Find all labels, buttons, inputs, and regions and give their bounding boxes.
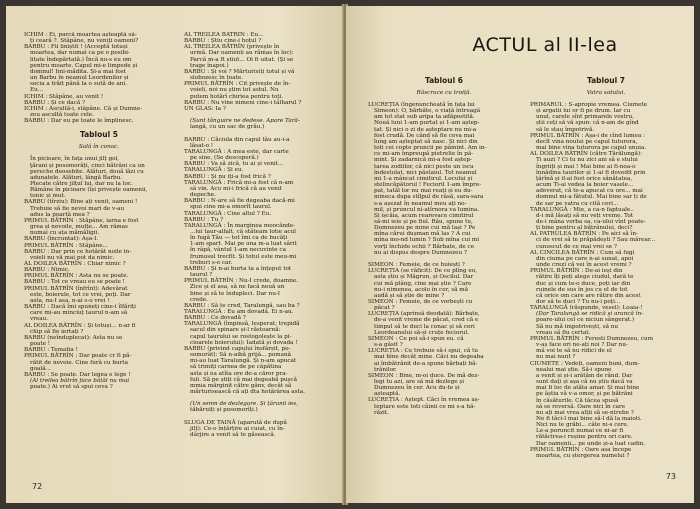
text-line: nealui mai știe. Să-i spune (536, 366, 612, 373)
text-line: domnul! Imi-mădita. Și-a mai fost (30, 68, 126, 75)
right-col1-text (368, 102, 520, 416)
text-line: v-aș face ori ne-ați noi ? Dar nu- (536, 342, 628, 349)
text-line: unul, carele sînt primarele vostru, (536, 114, 634, 121)
text-line: TARALUNGĂ : A mea este, dar carte (184, 148, 289, 155)
text-line: tăbăruiți și posomorîți.) (190, 407, 258, 414)
text-line: BARBU : Tematia ! (24, 347, 78, 354)
text-line: PRIMUL BĂTRÎN : Așa-i de cînd lumea : (530, 132, 645, 139)
text-line: (Un semn de dezlegare. Și țăranii ies, (190, 401, 298, 408)
text-line: ICHIM : Ascultă-i, stăpâne. Că și Dumne- (24, 105, 143, 112)
text-line: BARBU : N-are să fie degeaba dacă-mi (184, 198, 295, 205)
text-line: moartea, cu ștergerea numelui ? (536, 452, 630, 459)
text-line: BARBU (privind capului însfârșit, po- (184, 345, 291, 352)
text-line: Dumnezeu în cer. Acu du-te și (374, 385, 460, 392)
text-line: că orice om care are rătire din acest (536, 292, 641, 299)
text-line: SIMEON : Ce poi să-i spun eu. că (368, 335, 464, 342)
text-line: 1-am spart. Mai pe una m-a luat sârit (190, 241, 297, 248)
text-line: îngriiți și mai ! Mai bine ai fi-noa-o (536, 163, 636, 170)
text-line: BARBU : Tot ce vreau eu se poate ! (24, 279, 125, 286)
text-line: TARALUNGĂ : Mie, a ca-n faptuale.. (530, 206, 634, 213)
right-col2-text (530, 102, 682, 459)
text-line: depeche. (190, 192, 216, 199)
text-line: PRIMUL BĂTRÎN : De-ai ieși din (530, 268, 623, 275)
text-line: să-mi ieie și pe fiul. Rău, spune tu, (374, 218, 473, 225)
text-line: Simeon): O, bărbăte, o viață întreagă (374, 108, 481, 115)
text-line: poare-ului cel ce niciun sângerat.) (536, 317, 635, 324)
text-line: d-i mă lăsați să nu veți vreme. Tot (536, 212, 633, 219)
text-line: ce mi-am împreupă pietrelie în pă- (374, 151, 474, 158)
text-line: goală... (30, 365, 51, 372)
text-line: în fugă Tău — tot îmi ca de bucăți (190, 235, 288, 242)
text-line: nu-i nimenea, acolo în cer, să mă (374, 286, 468, 293)
text-line: PRIMUL BĂTRÎN : Asta nu se poate. (24, 273, 129, 280)
text-line: țărînă și il-ai fost orice sănătatea, (536, 175, 633, 182)
text-line: BARBU : Nu vine nimeni cine-i tâlharul ? (184, 99, 302, 106)
text-line: cioarele boierului): Iadată și dovada ! (190, 339, 298, 346)
text-line: mai fi loc de atâta amar. Și mai bine (536, 385, 640, 392)
text-line: PRIMUL BĂTRÎN : Cit privește de în- (184, 81, 291, 88)
text-line: care mi-au minciuț taurul n-am să (30, 310, 128, 317)
text-line: înnădina taurilor și 1-ai fi dovedit prin (536, 169, 646, 176)
text-line: moartea, dar numai ca pe o posibi- (30, 50, 130, 57)
text-line: LUCREȚIA : Aștept. Căci în vremea aș- (368, 397, 480, 404)
text-line: rătăcirea-i rușine pentru ori care. (536, 434, 633, 441)
text-line: duc și cum te-o duce, poți iar din (536, 280, 631, 287)
text-line: PRIMUL BĂTRÎN (înfrînt): Adevărat (24, 285, 128, 292)
text-line: BARBU : Și ce dacă ? (24, 99, 86, 106)
text-line: Ne fi tăci-l mai bine să-l dă la maioti. (536, 415, 642, 422)
text-line: TARALUNGĂ : Și eu. (184, 167, 244, 174)
text-line: LUCREȚIA (aprinsă deodată): Bărbate, (368, 311, 480, 318)
text-line: decît vina noului pe capul tuturora, (536, 138, 638, 145)
page-number-right: 73 (665, 472, 676, 481)
text-line: BARBU : Va să zică, tu ai și venit... (184, 161, 284, 168)
text-line: TARALUNGĂ : Eu am dovadă. Ei n-au. (184, 309, 294, 315)
text-line: PRIMUL BĂTRÎN : Stăpâne, iarna e fost (24, 217, 139, 224)
text-line: Și ișcăia, acum rearevace cimitirul (374, 212, 474, 219)
text-line: capul taurului se rostogolește la pi- (190, 333, 292, 340)
text-line: adus la poartă mea ? (30, 211, 90, 218)
text-line: mărturisească că ați dta hotărârea asta. (190, 389, 305, 396)
text-line: să le stau împotrivă. (536, 126, 595, 133)
text-line: AL PATRULEA BĂTRÎN : Pe aici să în- (530, 231, 638, 238)
text-line: BARBU (încruntat): Așa-I. (24, 236, 99, 243)
text-line: s-a așezat în neamul meu ați no- (374, 200, 467, 207)
text-line: unde crezi că vei în acest vremi ? (536, 262, 632, 269)
text-line: Dumnezeu pe mine cui mă lași ? Pe (374, 225, 476, 232)
text-line: Trebuie să fie nevoi mari de v-au (30, 205, 125, 212)
tabloul-7-heading: Tabloul 7 (586, 76, 626, 85)
left-column-2 (184, 32, 334, 503)
text-line: adunatele. Alături, lângă Barbu. (30, 174, 123, 181)
text-line: fuli. Să pe știți că mai degeabă pușcă (190, 376, 297, 383)
text-line: am tot stat sub aripa ta adăpostită. (374, 114, 475, 121)
text-line: este, boierule, tot ce vrei, poți. Dar (30, 291, 131, 298)
text-line: treburi s-o car. (190, 259, 233, 266)
text-line: fost crudă. De când să fie ceva mai (374, 132, 475, 139)
text-line: UN GLAS: Ia ? (184, 105, 226, 112)
text-line: trage înapoi.) (190, 62, 229, 69)
text-line: tonic și mut. (30, 193, 66, 200)
text-line: AL TREILEA BĂTRÎN (privește în (184, 44, 280, 51)
text-line: BARBU : Se poate. Dar legea e lege ! (24, 371, 131, 378)
text-line: tat. Și nici o zi de așteptare nu mi-a (374, 126, 477, 133)
text-line: ci de vrei să te prăpădești ? Sau mărear... (536, 237, 656, 244)
text-line: lung am așteptat să nasc. Și nici din (374, 138, 478, 145)
text-line: AL DOILEA BĂTRÎN : Chiar nimic ? (24, 261, 126, 267)
left-col1-bottom-text (24, 156, 174, 390)
text-line: mai bine vina tuturora pe capul unuia. (536, 145, 647, 152)
tabloul-6-setting: Răscruce cu troiță. (416, 90, 472, 96)
left-col1-top-text (24, 32, 174, 124)
text-line: AL DOILEA BĂTRÎN : Și totuși... n-ar fi (24, 322, 136, 329)
text-line: TARALUNGĂ : Cine altul ? Eu. (184, 210, 272, 217)
text-line: să vin. Acu mi-i frică că au venit (190, 185, 282, 192)
text-line: mmia mărginit către gânv, decât să (190, 382, 292, 389)
text-line: BARBU : Dacă îmi spuneți cine-i îlfăriți (24, 304, 136, 311)
text-line: vreau. (30, 316, 49, 323)
text-line: poate ! (30, 341, 51, 348)
text-line: Nici nu te grăbi... câte ni-s cere. (536, 422, 629, 429)
text-line: asta știu și Măgrun, și Oscilul. Dar (374, 274, 474, 281)
text-line: să se reversă. Oare nici în care (536, 403, 626, 410)
text-line: sacul din spinare și-l răstoarnă: (190, 327, 281, 334)
text-line: TARALUNGĂ (răspunde, vesel): Loaia-! (530, 305, 643, 312)
text-line: adeverat, că te-a apucat cu ore... mai (536, 188, 643, 195)
text-line: AL DOILEA BĂTRÎN (către Tărălungă): (530, 151, 642, 158)
text-line: PRIMUL BĂTRÎN : Stăpâne... (24, 242, 108, 249)
text-line: BARBU : Nimic. (24, 267, 70, 274)
text-line: slobozesc în toate. (190, 75, 243, 82)
text-line: SIMEON : Femeie, de ce huiești ? (368, 262, 465, 269)
text-line: BARBU : Dar prin ce hotărât noile in- (24, 248, 132, 255)
text-line: toti cei copte pruncii pe pămint. Am in- (374, 145, 487, 152)
text-line: nu ai dispus despre Dumnezeu ? (374, 249, 467, 256)
text-line: teptare este toti câinii ce mi s-a hă- (374, 403, 476, 410)
text-line: BARBU : Dar eu pe toate le împlinesc. (24, 118, 134, 125)
text-line: bine și să te îndupleci. Dar nu-I (190, 290, 280, 297)
text-line: socia a trăit până la o sută de ani. (30, 81, 128, 88)
text-line: voieli, noi nu știm tot astul. Nu (190, 87, 279, 94)
text-line: AL CINCILEA BĂTRÎN : Cum să fugi (530, 249, 635, 256)
text-line: (Sunt tânguire ne dedese. Apare Tară- (190, 118, 300, 125)
text-line: ICHIM : Stăpâne, au venit ! (24, 93, 104, 100)
text-line: ţărani și posomorâți, cinci bătrâni ca un (30, 162, 145, 169)
text-line: în râpă, vântul 1-am necuvinte ca (190, 247, 286, 254)
text-line: LUCREȚIA : Ce trebuie să-i spui, că tu (368, 348, 479, 355)
text-line: pat, tatăl lor nu mai reați și eu du- (374, 188, 473, 195)
right-page (346, 6, 694, 503)
text-line: chip să fie iertați ? (30, 328, 84, 335)
text-line: mi-au luat Taralungă. Și n-am apucat (190, 358, 297, 365)
text-line: mîna mo-nd lumin ? Sub mîna cui mi (374, 237, 480, 244)
text-line: SIMEON : Bine, m-oi duce. De mă dez- (368, 372, 480, 379)
text-line: langă, cu un sac de grâu.) (190, 124, 265, 131)
text-line: păcat ? (374, 305, 395, 312)
text-line: Leordeanului să-și cruțe feciorul. (374, 329, 470, 336)
text-line: poate.) Ai vrut să spui ceva ? (30, 384, 113, 391)
text-line: pentru moarte. Capul mi-e limpede și (30, 62, 138, 69)
text-line: de sar pe vatra cu cită ceri... (536, 200, 619, 207)
text-line: din ciuma pe care n-ai sunat, apoi (536, 255, 634, 262)
text-line: mîna cărui dușman mă las ? A cui (374, 231, 471, 238)
text-line: ...lui taur-alfalt, că stăteam lotie acul (190, 228, 296, 235)
text-line: îndestulat, nici păstaiul. Tot neamul (374, 169, 477, 176)
text-line: BARBU : Știu cine-i hoțul ? (184, 38, 262, 45)
text-line: asta și ea atîta ore de-a căror pra- (190, 370, 288, 377)
text-line: așteaptă. (374, 391, 401, 398)
text-line: ți ceară ?. Stăpâne, nu veniți oameni? (30, 38, 139, 45)
text-line: (Dar Taralungă se ridică și aruncă în- (536, 311, 644, 318)
text-line: TARALUNGĂ : Frică mi-a fost că n-am (184, 179, 294, 186)
text-line: zeu ascultă toate cele. (30, 112, 94, 119)
text-line: domnul mi-a fătutul. Mai bine sar ți de (536, 194, 647, 201)
text-line: dârjire a venit să te găsească. (190, 432, 276, 439)
text-line: frumosul trecfit. Și totul este meu-mi (190, 253, 297, 260)
text-line: sunt dați și așa că nu știu dacă va (536, 379, 633, 386)
text-line: pe ăștia vă v-a omor, și pe bătrâni (536, 391, 633, 398)
text-line: TARALUNGĂ (împinsă, lesperat; trepidă (184, 321, 300, 328)
text-line: ai îmbătrânit de-a spune bărbați bă- (374, 360, 478, 367)
text-line: BARBU : Și voi ? Mărturisiți totul și vă (184, 68, 295, 75)
text-line: vreau să fiu certat. (536, 329, 591, 336)
text-line: asta, nu-I asa, n-ai s-o vrei ! (30, 297, 110, 304)
left-column-1 (24, 32, 174, 503)
text-line: În picioare, în fața unui jilț gol, (30, 156, 120, 163)
text-line: BARBU : Și n-ai burta ta a înțeput tot (184, 265, 292, 272)
text-line: Parcă m-a ft știut... Oi fi uitat. (Și se (190, 56, 294, 63)
text-line: spui cine mi-a omorît taurul. (190, 204, 272, 211)
text-line: tarea zodiilor, că nici peste un iscu (374, 163, 474, 170)
text-line: PRIMUL BĂTRÎN : Dar poate cr fi pă- (24, 353, 132, 360)
text-line: mă voi te să nu ridici de el (536, 348, 612, 355)
text-line: Rămâne în picioare (își privește oamenii, (30, 187, 148, 194)
text-line: Eu... (30, 87, 44, 94)
text-line: audă și să știe de mine ? (374, 292, 445, 299)
text-line: Le-a poruncit numai ce ni-ar fi (536, 428, 624, 435)
text-line: TARALUNGĂ : În marginea moocânde- (184, 222, 296, 229)
text-line: rătire îți poți alege ciudul, dară te (536, 274, 634, 281)
text-line: grea și nevoile, mulțe... Am rămas (30, 224, 128, 231)
text-line: rătit de nevoie. Cine fură cu burta (30, 359, 128, 366)
text-line: ICHIM : Ei, parcă moartea așteaptă să- (24, 32, 137, 38)
text-line: știi ceți să vă spun: că n-am de gînd (536, 120, 639, 127)
text-line: (Al treilea bătrîn face bătăi nu mai (30, 377, 130, 384)
right-column-1 (368, 70, 520, 503)
text-line: taurul ? (190, 272, 213, 279)
text-line: SLUGA DE TAINĂ (aparută de după (184, 419, 287, 426)
text-line: lăsat-o ! (190, 142, 214, 149)
text-line: răzit. (374, 409, 389, 416)
text-line: crede. (190, 296, 208, 303)
text-line: BARBU (neînduplecat): Asta nu se (24, 334, 123, 341)
text-line: nu ați mai vrea alții să se-ntrebe ? (536, 409, 634, 416)
text-line: stelincăpătorul ! Fecioril 1-am împre- (374, 182, 482, 189)
text-line: timpul să te duci la conac și să ceri (374, 323, 475, 330)
text-line: PRIMUL BĂTRÎN : Feresti Dumnezeu, cum (530, 335, 654, 342)
text-line: nu mai nunt ? (536, 354, 576, 361)
tabloul-6-heading: Tabloul 6 (424, 76, 464, 85)
text-line: somorât): Să n-aibă grijă... pomană (190, 352, 291, 359)
text-line: acum Ti-ai vedea la boier vasele... (536, 182, 634, 189)
left-col2-text (184, 32, 334, 438)
text-line: LUCREȚIA (îngenuncheată în fața lui (368, 102, 475, 108)
text-line: BARBU : Să te cred, Taralungă, sau ba ? (184, 302, 300, 309)
text-line: jilț): Ce-o înțărțire ai cuiat, cu în- (190, 425, 285, 432)
text-line: LUCREȚIA (se răficit): De ce plîng eu, (368, 268, 478, 275)
text-line: BARBU (tîrziu): Bine ați venit, oameni ! (24, 199, 138, 206)
text-line: cunoscut de ce mai vrei se ? (536, 243, 617, 250)
text-line: mint. Și zadarnică mi-a fost aștep- (374, 157, 473, 164)
tabloul-5-setting: Sală în conac. (78, 144, 120, 151)
text-line: un Barbu în neamul Leordenilor și (30, 75, 129, 82)
right-column-2 (530, 70, 682, 503)
text-line: BARBU : Ce dovadă ? (184, 315, 246, 322)
text-line: CIUMETE : Vedeți, oameni buni, dum- (530, 360, 640, 367)
text-line: voieli nu vă mai pot da nimic. (30, 254, 115, 261)
text-line: de-i mâna vorba sa, ca-ului vînt poate- (536, 218, 646, 225)
tabloul-7-setting: Vatra satului. (586, 90, 626, 96)
text-line: urmă. Dar oamenii au rămas în loc): (190, 50, 294, 57)
text-line: PRIMUL BĂTRÎN : Nu-I crede, doamne. (184, 278, 298, 285)
text-line: mil, și pruncul ni-atîrnora va lumina. (374, 206, 480, 213)
text-line: trânilor. (374, 366, 397, 373)
text-line: BARBU : Fii liniștit ! (Acceptă totuși (24, 44, 128, 51)
text-line: mi 1-a mâncat cimitirul. Locului și (374, 175, 473, 182)
text-line: SIMEON : Femeie, de ce vorbești cu (368, 298, 473, 305)
text-line: Să nu mă impotrivești, să nu (536, 323, 619, 330)
text-line: Nouă luni 1-am purtat și 1-am aștep- (374, 120, 480, 127)
text-line: ruinele de sus în jos cu el de tot (536, 286, 628, 293)
text-line: în căsăturile. Că tăcea spusă (536, 397, 619, 404)
text-line: Dar oamenii... pe unde și-a luat cadin. (536, 440, 646, 447)
text-line: s-a găsit ? (374, 342, 403, 349)
text-line: pe sine, (Se descoperă.) (190, 155, 259, 162)
left-page (6, 6, 344, 503)
page-number-left: 72 (32, 482, 43, 491)
text-line: ți bine pentru al bătrânului, deci? (536, 225, 633, 232)
text-line: numai cu ața mămăligii. (30, 230, 100, 237)
text-line: să trimiți carnea de pe căpătina (190, 364, 282, 371)
text-line: BARBU : Căciula din capul tău au-i-a (184, 136, 290, 143)
text-line: pereche deosebite. Alături, două lăzi cu (30, 168, 144, 175)
act-title: ACTUL al II-lea (472, 34, 618, 56)
text-line: mai bine decât mine. Căci nu degeaba (374, 354, 484, 361)
text-line: BARBU : Și nu iți-a fost frică ? (184, 173, 271, 180)
text-line: Plecate către jilțul lui, dar nu la loc. (30, 180, 133, 187)
text-line: Ți auzi ? Ci tu nu zici ani să e stului (536, 157, 638, 164)
text-line: putem hotărî chiriea pentru toți. (190, 93, 284, 100)
text-line: mineca dupa stîlpul de râsă, sara-sara (374, 194, 484, 201)
text-line: BARBU : Tu ? (184, 216, 224, 223)
text-line: dor să te duci ? Tu nu-i poți... (536, 299, 621, 305)
text-line: de-a venit vreme de păcat, cred că e (374, 317, 479, 324)
text-line: și argatii lui or fi pe drum. Iar cu (536, 108, 631, 115)
text-line: vorți închide ochii ? Bărbate, de ce (374, 243, 475, 250)
text-line: litate îndepărtată.) Încă nu-s eu om (30, 56, 132, 63)
tabloul-5-heading: Tabloul 5 (79, 130, 119, 140)
text-line: legi tu azi, are să mă dezlege și (374, 379, 465, 386)
text-line: cui mă plâng, cine mai știe ? Care (374, 280, 472, 287)
text-line: Zice și el asa, să ne facă nouă un (190, 284, 285, 291)
text-line: a venit și și-i arătăm de rând. Dar (536, 372, 633, 379)
text-line: PRIMARUL : S-apropie vremea. Ciumete (530, 102, 648, 108)
text-line: PRIMUL BĂTRÎN : Oare asa începe (530, 446, 632, 453)
text-line: AL TREILEA BĂTRÎN : Eu... (184, 32, 264, 38)
